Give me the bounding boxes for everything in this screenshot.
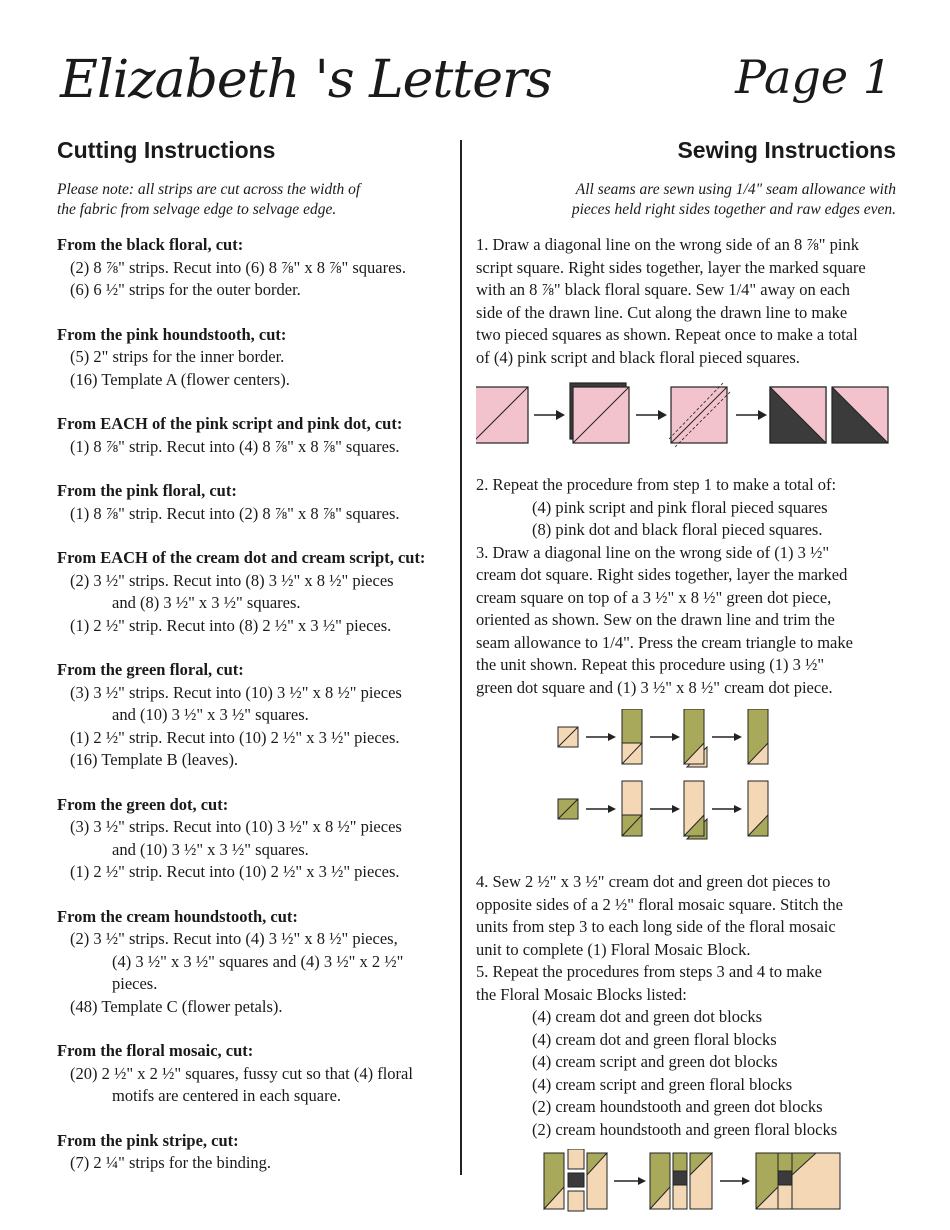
sewing-column	[476, 137, 896, 1219]
cream-marked-square	[558, 727, 578, 747]
sewn-square	[669, 383, 731, 447]
step-1-line: with an 8 ⅞" black floral square. Sew 1/4" away on each	[476, 280, 851, 299]
cutting-line: (1) 2 ½" strip. Recut into (8) 2 ½" x 3 ½" pieces.	[70, 615, 392, 635]
cutting-line: (7) 2 ¼" strips for the binding.	[70, 1153, 272, 1172]
sewing-note-line: All seams are sewn using 1/4" seam allowance with	[575, 181, 896, 198]
cutting-section-title: From the floral mosaic, cut:	[57, 1041, 254, 1060]
cutting-line: (5) 2" strips for the inner border.	[70, 347, 285, 366]
step-3-diagram	[476, 709, 896, 859]
arrow-right-icon	[650, 733, 680, 741]
step-5-item: (4) cream dot and green floral blocks	[532, 1029, 777, 1049]
cutting-section-title: From the pink floral, cut:	[57, 481, 237, 500]
step-2-text: 2. Repeat the procedure from step 1 to make a total of:	[476, 475, 837, 494]
step-2-item: (8) pink dot and black floral pieced squares.	[532, 520, 823, 539]
step-5-item: (4) cream script and green dot blocks	[532, 1052, 778, 1071]
step-1-text	[476, 234, 896, 369]
cutting-section	[57, 1040, 452, 1108]
cutting-line: (1) 2 ½" strip. Recut into (10) 2 ½" x 3 ½" pieces.	[70, 727, 400, 747]
step-1-diagram	[476, 379, 896, 469]
cutting-section-title: From the green dot, cut:	[57, 794, 229, 814]
arrow-right-icon	[534, 410, 565, 420]
arrow-right-icon	[720, 1177, 750, 1185]
arrow-right-icon	[736, 410, 767, 420]
cutting-note-line: the fabric from selvage edge to selvage edge.	[57, 201, 337, 218]
cutting-line: (16) Template B (leaves).	[70, 750, 239, 769]
cutting-section	[57, 234, 452, 302]
cutting-line: (16) Template A (flower centers).	[70, 369, 290, 389]
cutting-line: (1) 8 ⅞" strip. Recut into (2) 8 ⅞" x 8 ⅞" squares.	[70, 503, 400, 523]
cutting-section-title: From the black floral, cut:	[57, 235, 244, 254]
step-4-line: the Floral Mosaic Blocks listed:	[476, 984, 687, 1004]
partial-block	[650, 1153, 712, 1209]
step-5-item: (2) cream houndstooth and green dot blocks	[532, 1097, 823, 1116]
step-2-list	[476, 497, 896, 542]
cutting-line: and (8) 3 ½" x 3 ½" squares.	[112, 593, 301, 612]
step-4-line: opposite sides of a 2 ½" floral mosaic square. Stitch the	[476, 894, 843, 914]
cutting-heading: Cutting Instructions	[57, 137, 276, 163]
arrow-right-icon	[650, 805, 680, 813]
pieced-square	[770, 387, 826, 443]
green-marked-square	[558, 799, 578, 819]
sewing-note	[476, 180, 896, 220]
arrow-right-icon	[636, 410, 667, 420]
exploded-block	[544, 1149, 607, 1211]
cutting-section	[57, 413, 452, 458]
cutting-line: (1) 2 ½" strip. Recut into (10) 2 ½" x 3 ½" pieces.	[70, 862, 400, 881]
cutting-line: (20) 2 ½" x 2 ½" squares, fussy cut so that (4) floral	[70, 1063, 413, 1083]
cutting-line: and (10) 3 ½" x 3 ½" squares.	[112, 839, 309, 859]
cutting-column	[57, 137, 452, 1197]
cutting-section-title: From the green floral, cut:	[57, 660, 244, 679]
step-4-line: unit to complete (1) Floral Mosaic Block.	[476, 939, 751, 959]
step-3-line: the unit shown. Repeat this procedure using (1) 3 ½"	[476, 655, 825, 674]
sewing-note-line: pieces held right sides together and raw edges even.	[571, 201, 896, 218]
cutting-line: and (10) 3 ½" x 3 ½" squares.	[112, 705, 309, 724]
cutting-line: (1) 8 ⅞" strip. Recut into (4) 8 ⅞" x 8 ⅞" squares.	[70, 436, 400, 456]
green-strip-with-cream	[622, 709, 642, 764]
finished-block	[756, 1153, 840, 1209]
cutting-line: (2) 3 ½" strips. Recut into (4) 3 ½" x 8 ½" pieces,	[70, 929, 398, 948]
step-5-item: (4) cream dot and green dot blocks	[532, 1007, 763, 1026]
finished-unit	[748, 709, 768, 764]
step-1-line: script square. Right sides together, layer the marked square	[476, 257, 866, 277]
cutting-section-title: From the cream houndstooth, cut:	[57, 906, 298, 926]
arrow-right-icon	[712, 733, 742, 741]
step-3-line: cream dot square. Right sides together, layer the marked	[476, 565, 848, 584]
step-3-line: oriented as shown. Sew on the drawn line and trim the	[476, 610, 835, 629]
cutting-section	[57, 1130, 452, 1175]
cutting-line: (48) Template C (flower petals).	[70, 996, 283, 1016]
step-3-text	[476, 542, 896, 700]
step-1-line: two pieced squares as shown. Repeat once to make a total	[476, 325, 858, 344]
step-3-line: seam allowance to 1/4". Press the cream triangle to make	[476, 632, 853, 652]
sewn-strip	[684, 709, 707, 767]
step-4-line: units from step 3 to each long side of the floral mosaic	[476, 917, 836, 936]
cutting-section-title: From EACH of the pink script and pink dot, cut:	[57, 414, 403, 433]
arrow-right-icon	[712, 805, 742, 813]
cutting-section	[57, 659, 452, 772]
arrow-right-icon	[586, 805, 616, 813]
cutting-section	[57, 480, 452, 525]
finished-unit	[748, 781, 768, 836]
cutting-note	[57, 180, 452, 220]
step-4-line: 4. Sew 2 ½" x 3 ½" cream dot and green dot pieces to	[476, 872, 831, 891]
cutting-line: (3) 3 ½" strips. Recut into (10) 3 ½" x 8 ½" pieces	[70, 817, 402, 836]
step-4-diagram	[476, 1149, 896, 1219]
step-1-line: of (4) pink script and black floral pieced squares.	[476, 347, 800, 367]
cutting-line: (4) 3 ½" x 3 ½" squares and (4) 3 ½" x 2 ½"	[112, 951, 404, 971]
cutting-sections	[57, 234, 452, 1175]
step-4-5-text	[476, 871, 896, 1006]
cutting-section-title: From the pink stripe, cut:	[57, 1130, 239, 1150]
cutting-line: (3) 3 ½" strips. Recut into (10) 3 ½" x 8 ½" pieces	[70, 682, 402, 702]
step-5-item: (2) cream houndstooth and green floral blocks	[532, 1119, 838, 1139]
arrow-right-icon	[614, 1177, 646, 1185]
sewn-strip	[684, 781, 707, 839]
pink-marked-square	[476, 387, 528, 443]
layered-squares	[570, 383, 629, 443]
page-number: Page 1	[735, 50, 892, 104]
cutting-section	[57, 906, 452, 1019]
step-4-line: 5. Repeat the procedures from steps 3 and 4 to make	[476, 962, 822, 981]
pieced-square	[832, 387, 888, 443]
arrow-right-icon	[586, 733, 616, 741]
cutting-line: (2) 8 ⅞" strips. Recut into (6) 8 ⅞" x 8 ⅞" squares.	[70, 257, 406, 277]
step-5-item: (4) cream script and green floral blocks	[532, 1074, 793, 1094]
cutting-line: motifs are centered in each square.	[112, 1086, 342, 1105]
document-title: Elizabeth 's Letters	[60, 50, 552, 110]
column-divider	[460, 140, 462, 1175]
sewing-heading: Sewing Instructions	[677, 137, 896, 163]
step-1-line: 1. Draw a diagonal line on the wrong side of an 8 ⅞" pink	[476, 235, 859, 254]
cutting-line: (6) 6 ½" strips for the outer border.	[70, 280, 301, 299]
cutting-line: (2) 3 ½" strips. Recut into (8) 3 ½" x 8 ½" pieces	[70, 570, 394, 590]
step-1-line: side of the drawn line. Cut along the drawn line to make	[476, 302, 848, 322]
step-5-list	[476, 1006, 896, 1141]
step-3-line: 3. Draw a diagonal line on the wrong side of (1) 3 ½"	[476, 542, 830, 562]
step-3-line: green dot square and (1) 3 ½" x 8 ½" cream dot piece.	[476, 677, 833, 697]
cutting-section	[57, 547, 452, 637]
cutting-section	[57, 794, 452, 884]
cutting-section-title: From the pink houndstooth, cut:	[57, 324, 287, 344]
cutting-section	[57, 324, 452, 392]
cream-strip-with-green	[622, 781, 642, 836]
step-3-line: cream square on top of a 3 ½" x 8 ½" green dot piece,	[476, 587, 832, 607]
cutting-note-line: Please note: all strips are cut across the width of	[57, 181, 361, 198]
cutting-section-title: From EACH of the cream dot and cream script, cut:	[57, 548, 426, 567]
step-2-item: (4) pink script and pink floral pieced squares	[532, 497, 828, 517]
cutting-line: pieces.	[112, 974, 158, 993]
